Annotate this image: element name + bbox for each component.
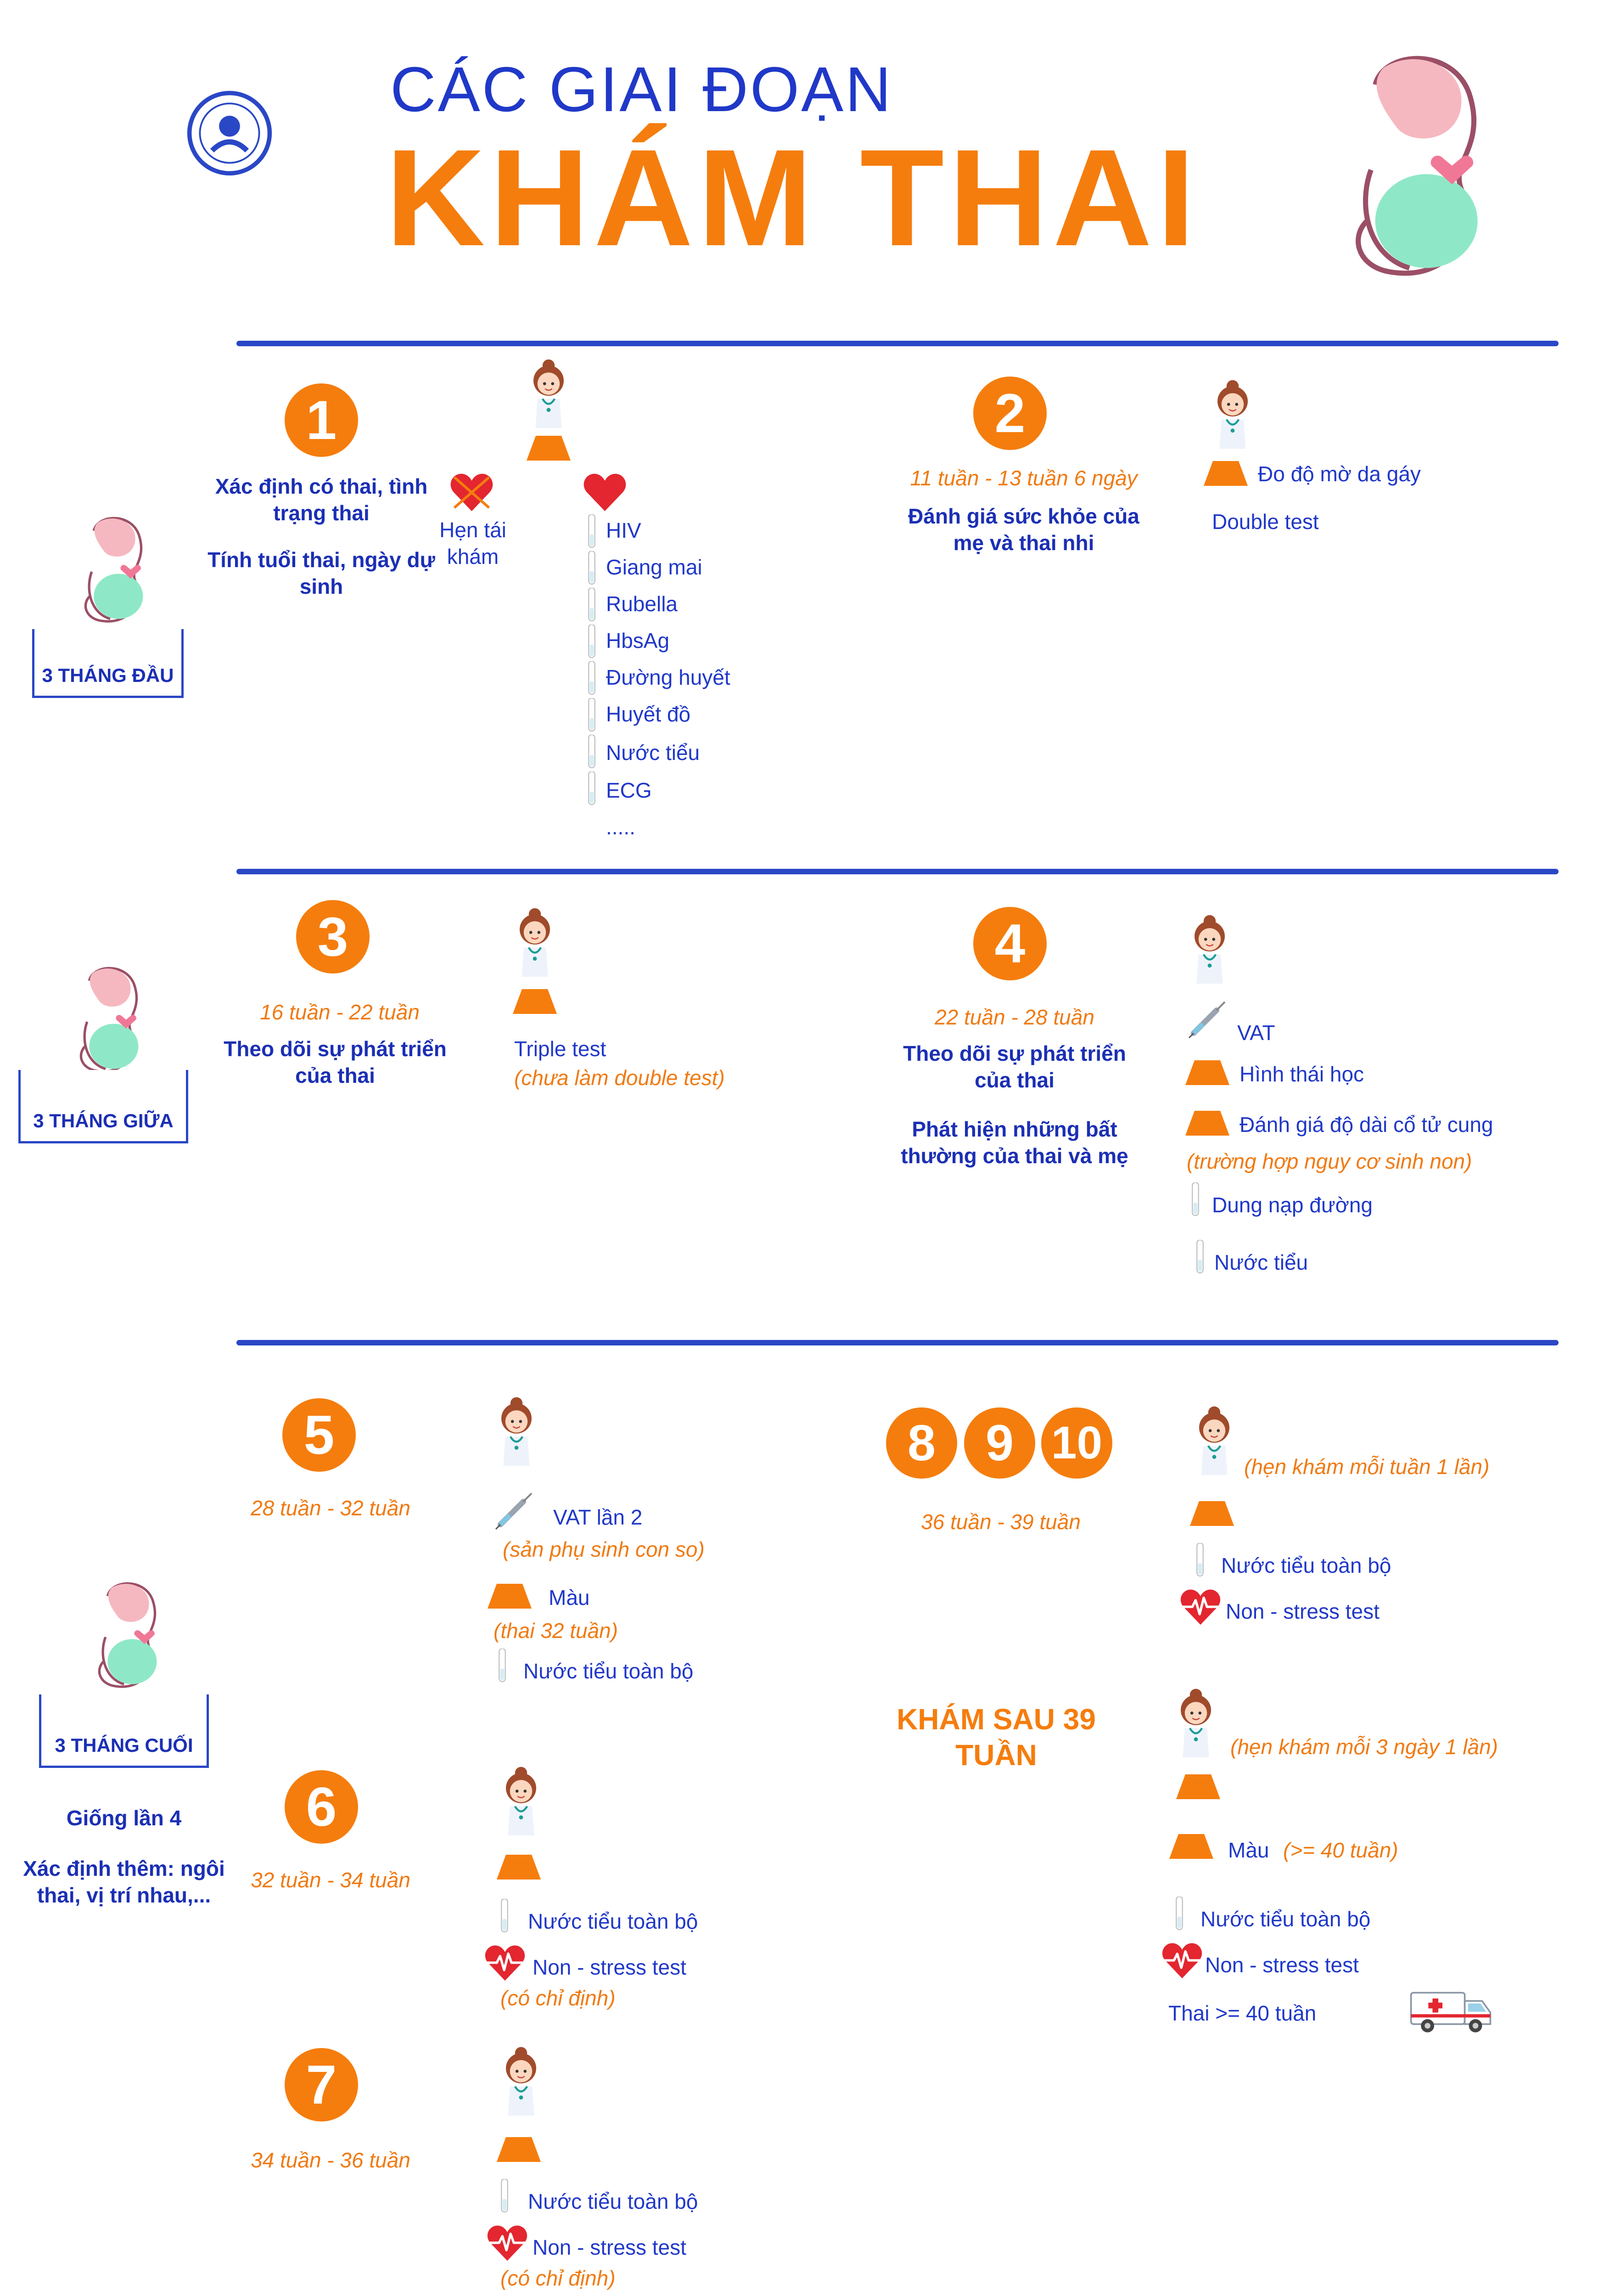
stage1-test: Giang mai (606, 555, 702, 579)
stage-number-4: 4 (973, 907, 1047, 980)
stage3-item-1: Triple test (514, 1037, 606, 1061)
ultrasound-icon (496, 2135, 542, 2163)
test-tube-icon (583, 514, 600, 549)
stage1-goal-2: Tính tuổi thai, ngày dự sinh (208, 548, 435, 598)
stage6-item-1: Nước tiểu toàn bộ (528, 1909, 698, 1933)
heartbeat-icon (484, 1945, 526, 1981)
stage1-test: ..... (606, 815, 635, 839)
stage4-period: 22 tuần - 28 tuần (935, 1005, 1094, 1029)
test-tube-icon (583, 661, 600, 696)
stage1-goal-1: Xác định có thai, tình trạng thai (215, 474, 428, 525)
test-tube-icon (496, 2179, 513, 2213)
ultrasound-icon (496, 1853, 542, 1880)
page-title: KHÁM THAI (386, 120, 1200, 275)
third-extra-line-1: Giống lần 4 (66, 1806, 182, 1830)
stage8-10-note: (hẹn khám mỗi tuần 1 lần) (1244, 1455, 1490, 1479)
stage8-10-item-1: Nước tiểu toàn bộ (1221, 1553, 1391, 1577)
pregnant-woman-icon (69, 514, 151, 629)
doctor-icon (523, 358, 574, 429)
test-tube-icon (1171, 1896, 1188, 1931)
ultrasound-icon (1184, 1058, 1230, 1086)
ultrasound-icon (526, 434, 572, 461)
ultrasound-icon (487, 1582, 533, 1609)
stage-number-8: 8 (886, 1407, 957, 1479)
stage4-item: Dung nạp đường (1212, 1193, 1373, 1217)
test-tube-icon (583, 735, 600, 769)
heart-icon (583, 473, 627, 512)
stage7-item-1: Nước tiểu toàn bộ (528, 2189, 698, 2213)
section-label-second: 3 THÁNG GIỮA (18, 1070, 188, 1143)
doctor-icon (1171, 1688, 1221, 1759)
stage7-item-2: Non - stress test (533, 2235, 686, 2259)
stage3-goal: Theo dõi sự phát triển của thai (224, 1037, 447, 1087)
stage1-revisit: Hẹn tái khám (439, 518, 506, 568)
doctor-icon (1207, 379, 1258, 450)
stage4-item: VAT (1237, 1021, 1275, 1045)
pregnant-woman-icon (1313, 51, 1506, 289)
divider (236, 341, 1559, 346)
ambulance-icon (1409, 1988, 1492, 2034)
pregnant-woman-icon (83, 1580, 165, 1694)
stage-number-3: 3 (296, 900, 370, 974)
syringe-icon (1184, 996, 1230, 1042)
doctor-icon (510, 907, 560, 978)
doctor-icon (491, 1396, 542, 1467)
divider (236, 1340, 1559, 1345)
stage5-item-1: VAT lần 2 (553, 1505, 643, 1529)
stage5-item-2: Màu (549, 1586, 590, 1609)
stage2-period: 11 tuần - 13 tuần 6 ngày (910, 466, 1138, 490)
stage5-period: 28 tuần - 32 tuần (251, 1496, 410, 1520)
heart-crossed-icon (450, 473, 494, 512)
ultrasound-icon (1184, 1109, 1230, 1137)
test-tube-icon (583, 771, 600, 806)
divider (236, 869, 1559, 874)
stage6-period: 32 tuần - 34 tuần (251, 1868, 410, 1892)
ultrasound-icon (512, 987, 558, 1015)
test-tube-icon (1191, 1543, 1209, 1577)
stage8-10-item-2: Non - stress test (1226, 1599, 1380, 1623)
test-tube-icon (494, 1649, 511, 1683)
after39-item-3: Non - stress test (1205, 1953, 1359, 1977)
doctor-icon (496, 2046, 546, 2117)
syringe-icon (491, 1488, 537, 1534)
after39-item-1-note: (>= 40 tuần) (1283, 1838, 1398, 1862)
section-label-first: 3 THÁNG ĐẦU (32, 629, 184, 698)
stage5-note-2: (thai 32 tuần) (494, 1619, 618, 1643)
after39-item-2: Nước tiểu toàn bộ (1200, 1907, 1371, 1931)
doctor-icon (1189, 1405, 1240, 1476)
after39-note: (hẹn khám mỗi 3 ngày 1 lần) (1230, 1735, 1498, 1759)
stage4-note: (trường hợp nguy cơ sinh non) (1187, 1149, 1472, 1173)
pregnant-woman-icon (64, 964, 147, 1079)
after39-item-4: Thai >= 40 tuần (1168, 2001, 1317, 2025)
doctor-icon (496, 1766, 546, 1837)
ultrasound-icon (1189, 1499, 1235, 1527)
stage-number-10: 10 (1041, 1407, 1112, 1479)
stage4-goal-1: Theo dõi sự phát triển của thai (903, 1041, 1126, 1092)
title-top: CÁC GIAI ĐOẠN (390, 54, 893, 125)
test-tube-icon (583, 551, 600, 585)
heartbeat-icon (1180, 1589, 1221, 1626)
stage1-test: Nước tiểu (606, 741, 700, 765)
stage1-test: HIV (606, 518, 641, 542)
stage2-goal: Đánh giá sức khỏe của mẹ và thai nhi (908, 504, 1139, 555)
stage5-note-1: (sản phụ sinh con so) (503, 1537, 705, 1561)
after39-item-1: Màu (1228, 1838, 1269, 1862)
heartbeat-icon (1161, 1942, 1203, 1979)
stage3-note-1: (chưa làm double test) (514, 1066, 725, 1090)
stage-number-6: 6 (285, 1770, 358, 1844)
stage3-period: 16 tuần - 22 tuần (260, 1000, 420, 1024)
test-tube-icon (583, 698, 600, 732)
stage6-item-2: Non - stress test (533, 1955, 686, 1979)
stage5-item-3: Nước tiểu toàn bộ (523, 1659, 694, 1683)
hospital-logo (186, 90, 273, 177)
stage4-item: Nước tiểu (1214, 1250, 1308, 1274)
test-tube-icon (1191, 1240, 1209, 1274)
heartbeat-icon (487, 2225, 528, 2262)
stage8-10-period: 36 tuần - 39 tuần (921, 1510, 1081, 1534)
ultrasound-icon (1168, 1832, 1214, 1860)
ultrasound-icon (1175, 1773, 1221, 1800)
test-tube-icon (1187, 1182, 1204, 1217)
stage2-item-2: Double test (1212, 510, 1319, 534)
section-label-third: 3 THÁNG CUỐI (39, 1694, 209, 1768)
test-tube-icon (496, 1899, 513, 1933)
stage6-note-2: (có chỉ định) (500, 1986, 616, 2010)
test-tube-icon (583, 625, 600, 659)
stage1-test: Rubella (606, 592, 678, 616)
stage-number-5: 5 (282, 1398, 356, 1472)
stage-number-1: 1 (285, 383, 358, 457)
stage-number-2: 2 (973, 377, 1047, 450)
stage2-item-1: Đo độ mờ da gáy (1258, 462, 1421, 486)
stage1-test: Huyết đồ (606, 702, 691, 726)
stage4-item: Đánh giá độ dài cổ tử cung (1240, 1113, 1493, 1137)
ultrasound-icon (1203, 459, 1249, 487)
stage4-item: Hình thái học (1240, 1062, 1364, 1086)
test-tube-icon (583, 588, 600, 622)
stage4-goal-2: Phát hiện những bất thường của thai và mẹ (901, 1117, 1128, 1168)
stage1-test: HbsAg (606, 629, 670, 653)
stage-number-7: 7 (285, 2048, 358, 2122)
after39-title: KHÁM SAU 39 TUẦN (897, 1703, 1096, 1772)
doctor-icon (1184, 914, 1235, 985)
third-extra-line-2: Xác định thêm: ngôi thai, vị trí nhau,... (23, 1857, 225, 1907)
stage1-test: ECG (606, 778, 652, 802)
stage-number-9: 9 (964, 1407, 1035, 1479)
stage7-note-2: (có chỉ định) (500, 2266, 616, 2290)
stage7-period: 34 tuần - 36 tuần (251, 2148, 410, 2172)
stage1-test: Đường huyết (606, 665, 730, 689)
